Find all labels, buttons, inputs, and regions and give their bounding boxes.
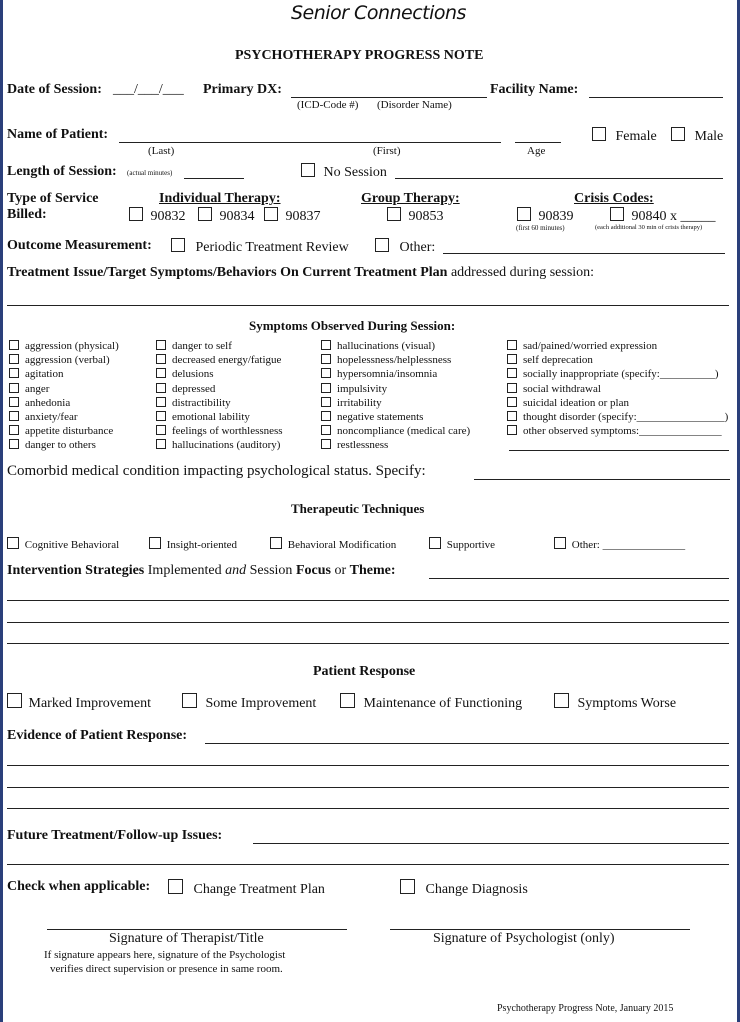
symptom-item[interactable] xyxy=(507,396,629,410)
symptom-label: feelings of worthlessness xyxy=(172,425,283,438)
code-90853-option[interactable] xyxy=(387,207,444,225)
outcome-other-option[interactable] xyxy=(375,238,435,256)
technique-behavioral-checkbox[interactable] xyxy=(270,537,282,549)
symptom-label: other observed symptoms:_______________ xyxy=(523,425,722,438)
symptom-checkbox[interactable] xyxy=(156,383,166,393)
symptom-checkbox[interactable] xyxy=(507,354,517,364)
symptom-item[interactable] xyxy=(321,367,437,381)
symptom-item[interactable] xyxy=(156,396,231,410)
change-dx-option[interactable] xyxy=(400,879,528,898)
symptom-label: sad/pained/worried expression xyxy=(523,340,658,352)
outcome-other-label: Other: xyxy=(399,240,436,255)
symptom-checkbox[interactable] xyxy=(9,368,19,378)
change-plan-checkbox[interactable] xyxy=(168,879,183,894)
change-plan-label: Change Treatment Plan xyxy=(193,882,325,897)
code-90834-label: 90834 xyxy=(219,209,255,224)
female-option[interactable] xyxy=(592,127,657,145)
code-90837-checkbox[interactable] xyxy=(264,207,278,221)
code-90840-option[interactable] xyxy=(610,207,716,225)
symptom-checkbox[interactable] xyxy=(156,340,166,350)
symptom-label: anger xyxy=(25,382,50,395)
code-90832-option[interactable] xyxy=(129,207,186,225)
symptom-item[interactable] xyxy=(9,367,64,381)
symptom-item[interactable] xyxy=(321,438,388,452)
supervision-note-1: If signature appears here, signature of the Psychologist xyxy=(44,949,286,961)
symptom-checkbox[interactable] xyxy=(9,383,19,393)
symptom-label: emotional lability xyxy=(172,411,250,423)
date-label: Date of Session: xyxy=(7,82,102,97)
symptom-item[interactable] xyxy=(9,339,119,353)
icd-caption: (ICD-Code #) xyxy=(297,99,359,111)
code-90839-option[interactable] xyxy=(517,207,574,225)
code-90837-option[interactable] xyxy=(264,207,321,225)
patient-response-title: Patient Response xyxy=(313,664,416,679)
technique-behavioral-label: Behavioral Modification xyxy=(287,539,397,551)
technique-insight-checkbox[interactable] xyxy=(149,537,161,549)
technique-supportive[interactable] xyxy=(429,537,495,551)
intervention-field-1[interactable] xyxy=(429,578,729,579)
symptom-item[interactable] xyxy=(507,382,601,396)
symptoms-title: Symptoms Observed During Session: xyxy=(249,318,456,333)
symptom-label: hallucinations (auditory) xyxy=(172,439,281,452)
male-option[interactable] xyxy=(671,127,723,145)
symptom-checkbox[interactable] xyxy=(321,439,331,449)
symptom-checkbox[interactable] xyxy=(156,425,166,435)
symptom-label: aggression (verbal) xyxy=(25,354,110,367)
symptom-label: restlessness xyxy=(337,439,389,452)
symptom-label: agitation xyxy=(25,368,64,381)
symptom-item[interactable] xyxy=(156,382,215,396)
supervision-note-2: verifies direct supervision or presence in same room. xyxy=(50,963,283,975)
treatment-issue-bold: Treatment Issue/Target Symptoms/Behaviors On Current Treatment Plan xyxy=(7,265,448,280)
symptom-label: distractibility xyxy=(172,396,231,409)
periodic-review-label: Periodic Treatment Review xyxy=(195,240,349,255)
change-dx-label: Change Diagnosis xyxy=(425,882,528,897)
technique-cognitive[interactable] xyxy=(7,537,119,551)
intervention-bold-theme: Theme: xyxy=(349,563,396,578)
symptom-item[interactable] xyxy=(321,424,470,438)
future-field-2[interactable] xyxy=(7,864,729,865)
male-label: Male xyxy=(694,129,724,144)
symptom-label: anhedonia xyxy=(25,396,71,409)
length-field[interactable] xyxy=(184,178,244,179)
symptom-checkbox[interactable] xyxy=(321,397,331,407)
symptom-checkbox[interactable] xyxy=(507,397,517,407)
footer-text: Psychotherapy Progress Note, January 2015 xyxy=(497,1003,674,1014)
symptom-checkbox[interactable] xyxy=(156,397,166,407)
intervention-label xyxy=(7,563,396,579)
techniques-title: Therapeutic Techniques xyxy=(291,501,425,516)
crisis-note-first: (first 60 minutes) xyxy=(516,224,565,232)
crisis-codes-header: Crisis Codes: xyxy=(574,191,654,206)
technique-other-label: Other: _______________ xyxy=(571,539,686,551)
symptom-item[interactable] xyxy=(156,438,280,452)
symptom-checkbox[interactable] xyxy=(507,383,517,393)
symptom-item[interactable] xyxy=(321,353,451,367)
group-therapy-header: Group Therapy: xyxy=(361,191,460,206)
comorbid-label: Comorbid medical condition impacting psychological status. Specify: xyxy=(7,463,426,479)
intervention-field-4[interactable] xyxy=(7,643,729,644)
comorbid-field[interactable] xyxy=(474,479,730,480)
symptom-item[interactable] xyxy=(156,353,281,367)
technique-cognitive-checkbox[interactable] xyxy=(7,537,19,549)
logo-text: Senior Connections xyxy=(291,2,466,24)
change-dx-checkbox[interactable] xyxy=(400,879,415,894)
symptom-checkbox[interactable] xyxy=(9,340,19,350)
evidence-field-2[interactable] xyxy=(7,765,729,766)
symptom-checkbox[interactable] xyxy=(321,383,331,393)
future-field-1[interactable] xyxy=(253,843,729,844)
no-session-label: No Session xyxy=(323,165,387,180)
symptom-item[interactable] xyxy=(156,367,214,381)
therapist-signature-line[interactable] xyxy=(47,929,347,930)
symptom-item[interactable] xyxy=(321,410,423,424)
symptom-label: decreased energy/fatigue xyxy=(172,354,282,367)
therapist-signature-caption: Signature of Therapist/Title xyxy=(109,931,264,946)
response-some[interactable] xyxy=(182,693,316,712)
symptom-item[interactable] xyxy=(507,424,722,438)
intervention-bold-strategies: Intervention Strategies xyxy=(7,563,145,578)
treatment-issue-rest: addressed during session: xyxy=(450,265,595,280)
age-caption: Age xyxy=(527,145,546,157)
code-90853-checkbox[interactable] xyxy=(387,207,401,221)
symptom-label: hopelessness/helplessness xyxy=(337,354,452,367)
technique-other-checkbox[interactable] xyxy=(554,537,566,549)
code-90840-checkbox[interactable] xyxy=(610,207,624,221)
other-symptoms-extra-line[interactable] xyxy=(509,450,729,451)
symptom-label: thought disorder (specify:________________) xyxy=(523,411,729,423)
psychologist-signature-line[interactable] xyxy=(390,929,690,930)
symptom-checkbox[interactable] xyxy=(9,354,19,364)
code-90832-checkbox[interactable] xyxy=(129,207,143,221)
intervention-implemented: Implemented xyxy=(144,563,226,578)
response-marked-checkbox[interactable] xyxy=(7,693,22,708)
code-90840-label: 90840 x _____ xyxy=(631,209,716,224)
symptom-item[interactable] xyxy=(156,410,250,424)
symptom-item[interactable] xyxy=(507,339,657,353)
last-caption: (Last) xyxy=(148,145,175,157)
symptom-item[interactable] xyxy=(321,339,435,353)
outcome-other-field[interactable] xyxy=(443,253,725,254)
response-maintenance-checkbox[interactable] xyxy=(340,693,355,708)
check-applicable-label: Check when applicable: xyxy=(7,879,151,894)
symptom-checkbox[interactable] xyxy=(156,368,166,378)
response-some-label: Some Improvement xyxy=(205,696,317,711)
symptom-item[interactable] xyxy=(321,396,382,410)
patient-name-field[interactable] xyxy=(119,142,501,143)
form-title: PSYCHOTHERAPY PROGRESS NOTE xyxy=(235,48,484,63)
no-session-checkbox[interactable] xyxy=(301,163,315,177)
response-worse-label: Symptoms Worse xyxy=(577,696,677,711)
symptom-checkbox[interactable] xyxy=(507,425,517,435)
symptom-label: delusions xyxy=(172,368,214,381)
symptom-item[interactable] xyxy=(9,382,49,396)
intervention-and: and xyxy=(225,563,247,578)
symptom-checkbox[interactable] xyxy=(9,425,19,435)
symptom-item[interactable] xyxy=(507,353,593,367)
technique-cognitive-label: Cognitive Behavioral xyxy=(24,539,120,551)
symptom-item[interactable] xyxy=(156,339,232,353)
symptom-item[interactable] xyxy=(9,424,113,438)
symptom-checkbox[interactable] xyxy=(321,411,331,421)
symptom-label: socially inappropriate (specify:__________) xyxy=(523,368,719,381)
outcome-other-checkbox[interactable] xyxy=(375,238,389,252)
symptom-checkbox[interactable] xyxy=(156,354,166,364)
symptom-label: appetite disturbance xyxy=(25,425,114,438)
intervention-session: Session xyxy=(246,563,296,578)
symptom-checkbox[interactable] xyxy=(156,439,166,449)
male-checkbox[interactable] xyxy=(671,127,685,141)
evidence-field-4[interactable] xyxy=(7,808,729,809)
response-maintenance[interactable] xyxy=(340,693,522,712)
form-page xyxy=(3,0,737,1022)
female-checkbox[interactable] xyxy=(592,127,606,141)
disorder-caption: (Disorder Name) xyxy=(377,99,452,111)
symptom-item[interactable] xyxy=(9,438,96,452)
treatment-issue-field[interactable] xyxy=(7,305,729,306)
symptom-checkbox[interactable] xyxy=(321,340,331,350)
response-worse-checkbox[interactable] xyxy=(554,693,569,708)
date-field[interactable]: ___/___/___ xyxy=(113,82,184,97)
individual-therapy-header: Individual Therapy: xyxy=(159,191,281,206)
symptom-label: depressed xyxy=(172,382,216,395)
symptom-label: danger to others xyxy=(25,439,96,452)
symptom-item[interactable] xyxy=(507,410,728,424)
evidence-field-1[interactable] xyxy=(205,743,729,744)
length-label: Length of Session: xyxy=(7,164,117,179)
symptom-checkbox[interactable] xyxy=(9,439,19,449)
response-marked[interactable] xyxy=(7,693,151,712)
outcome-label: Outcome Measurement: xyxy=(7,238,152,253)
code-90832-label: 90832 xyxy=(150,209,186,224)
code-90834-checkbox[interactable] xyxy=(198,207,212,221)
symptom-label: suicidal ideation or plan xyxy=(523,396,629,409)
billed-label: Billed: xyxy=(7,207,47,222)
response-marked-label: Marked Improvement xyxy=(28,696,151,711)
evidence-field-3[interactable] xyxy=(7,787,729,788)
technique-insight[interactable] xyxy=(149,537,237,551)
psychologist-signature-caption: Signature of Psychologist (only) xyxy=(433,931,615,946)
technique-supportive-checkbox[interactable] xyxy=(429,537,441,549)
symptom-checkbox[interactable] xyxy=(156,411,166,421)
symptom-item[interactable] xyxy=(9,410,78,424)
type-of-service-label: Type of Service xyxy=(7,191,99,206)
symptom-item[interactable] xyxy=(507,367,719,381)
facility-label: Facility Name: xyxy=(490,82,579,97)
female-label: Female xyxy=(615,129,657,144)
code-90839-checkbox[interactable] xyxy=(517,207,531,221)
evidence-label: Evidence of Patient Response: xyxy=(7,728,188,743)
intervention-bold-focus: Focus xyxy=(295,563,331,578)
technique-insight-label: Insight-oriented xyxy=(166,539,238,551)
technique-other[interactable] xyxy=(554,537,685,551)
intervention-field-3[interactable] xyxy=(7,622,729,623)
symptom-label: self deprecation xyxy=(523,354,593,367)
symptom-checkbox[interactable] xyxy=(507,340,517,350)
primary-dx-label: Primary DX: xyxy=(203,82,282,97)
symptom-item[interactable] xyxy=(156,424,283,438)
age-field[interactable] xyxy=(515,142,561,143)
symptom-label: irritability xyxy=(337,396,382,409)
response-worse[interactable] xyxy=(554,693,676,712)
length-hint: (actual minutes) xyxy=(127,169,173,177)
code-90839-label: 90839 xyxy=(538,209,574,224)
symptom-checkbox[interactable] xyxy=(507,368,517,378)
symptom-label: aggression (physical) xyxy=(25,340,119,352)
symptom-label: hallucinations (visual) xyxy=(337,340,436,352)
symptom-checkbox[interactable] xyxy=(321,368,331,378)
symptom-checkbox[interactable] xyxy=(321,425,331,435)
treatment-issue-label xyxy=(7,265,594,281)
technique-behavioral[interactable] xyxy=(270,537,396,551)
symptom-item[interactable] xyxy=(321,382,387,396)
symptom-label: danger to self xyxy=(172,340,232,352)
symptom-label: noncompliance (medical care) xyxy=(337,425,471,438)
code-90837-label: 90837 xyxy=(285,209,321,224)
symptom-item[interactable] xyxy=(9,396,70,410)
no-session-option[interactable] xyxy=(301,163,387,181)
periodic-review-checkbox[interactable] xyxy=(171,238,185,252)
symptom-checkbox[interactable] xyxy=(9,411,19,421)
code-90834-option[interactable] xyxy=(198,207,255,225)
symptom-label: hypersomnia/insomnia xyxy=(337,368,438,381)
symptom-checkbox[interactable] xyxy=(321,354,331,364)
patient-name-label: Name of Patient: xyxy=(7,127,109,142)
symptom-label: negative statements xyxy=(337,411,424,423)
periodic-review-option[interactable] xyxy=(171,238,349,256)
response-some-checkbox[interactable] xyxy=(182,693,197,708)
facility-field[interactable] xyxy=(589,97,723,98)
response-maintenance-label: Maintenance of Functioning xyxy=(363,696,523,711)
symptom-checkbox[interactable] xyxy=(9,397,19,407)
symptom-label: anxiety/fear xyxy=(25,411,78,423)
future-label: Future Treatment/Follow-up Issues: xyxy=(7,828,223,843)
symptom-checkbox[interactable] xyxy=(507,411,517,421)
intervention-field-2[interactable] xyxy=(7,600,729,601)
symptom-item[interactable] xyxy=(9,353,110,367)
code-90853-label: 90853 xyxy=(408,209,444,224)
symptom-label: social withdrawal xyxy=(523,382,601,395)
primary-dx-field[interactable] xyxy=(291,97,487,98)
no-session-notes-field[interactable] xyxy=(395,178,723,179)
change-plan-option[interactable] xyxy=(168,879,325,898)
first-caption: (First) xyxy=(373,145,401,157)
symptom-label: impulsivity xyxy=(337,382,388,395)
intervention-or: or xyxy=(330,563,350,578)
crisis-note-additional: (each additional 30 min of crisis therapy) xyxy=(595,224,703,231)
technique-supportive-label: Supportive xyxy=(446,539,496,551)
